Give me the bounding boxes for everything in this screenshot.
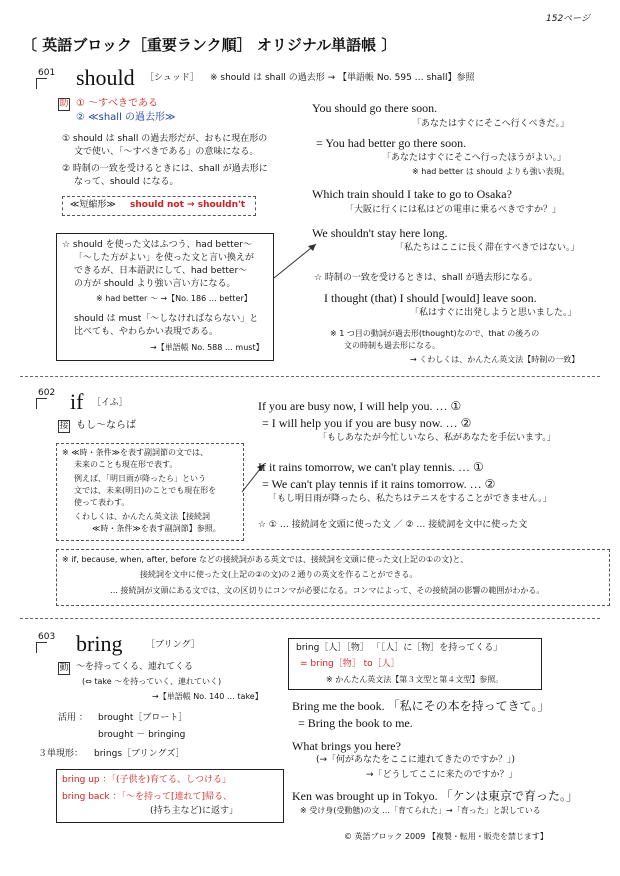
note-line: 「～した方がよい」を使った文と言い換えが: [74, 253, 255, 263]
pos-auxiliary-icon: 助: [59, 99, 69, 109]
note-line: 例えば、「明日雨が降ったら」という: [74, 474, 206, 483]
note-reference: ※ had better ～ →【No. 186 … better】: [96, 294, 252, 303]
example-translation: (→「何があなたをここに連れてきたのですか？」): [316, 755, 516, 765]
pronunciation: ［シュッド］: [145, 73, 199, 83]
inflection: brought［ブロート］: [98, 713, 188, 723]
example-translation: 「あなたはすぐにそこへ行くべきだ。」: [412, 119, 570, 129]
note-reference: →【単語帳 No. 588 … must】: [150, 343, 264, 352]
pronunciation: ［イふ］: [92, 398, 128, 408]
example-sentence: If you are busy now, I will help you. … ①: [258, 399, 462, 413]
page-number: 152ページ: [546, 14, 590, 24]
entry-number: 602: [38, 388, 56, 398]
section-divider: [20, 618, 600, 619]
entry-mark-icon: [36, 398, 47, 414]
explanation: ② 時制の一致を受けるときには、shall が過去形に: [62, 164, 268, 174]
pattern: = bring［物］ to［人］: [300, 659, 400, 669]
example-sentence: You should go there soon.: [312, 101, 438, 115]
note-line: 比べても、やわらかい表現である。: [74, 327, 219, 337]
headword: if: [70, 389, 84, 414]
entry-mark-icon: [36, 78, 47, 94]
pattern: bring［人］［物］ 「［人］に［物］を持ってくる」: [296, 643, 503, 653]
example-translation: 「私はすぐに出発しようと思いました。」: [410, 308, 577, 318]
example-sentence: If it rains tomorrow, we can't play tennis. … ①: [258, 460, 484, 474]
inflection-label: 活用 ：: [58, 713, 88, 723]
example-sentence: Ken was brought up in Tokyo. 「ケンは東京で育った。」: [292, 789, 578, 803]
entry-number: 603: [38, 632, 56, 642]
example-sentence: Bring me the book. 「私にその本を持ってきて。」: [292, 699, 550, 713]
example-sentence: = You had better go there soon.: [316, 136, 467, 150]
note-line: ※ ≪時・条件≫を表す副詞節の文では、: [62, 448, 208, 457]
sense: ～を持ってくる、連れてくる: [76, 662, 194, 672]
pos-conjunction-icon: 接: [59, 421, 69, 431]
note-line: should は must「～しなければならない」と: [74, 314, 259, 324]
third-person-form: brings［ブリングズ］: [94, 749, 185, 759]
example-note: ☆ ① … 接続詞を文頭に使った文 ／ ② … 接続詞を文中に使った文: [258, 520, 528, 530]
sense-contrast: (⇔ take ～を持っていく、連れていく): [82, 677, 222, 686]
note-line: くわしくは、かんたん英文法【接続詞: [74, 512, 210, 521]
example-translation: 「もしあなたが今忙しいなら、私があなたを手伝います。」: [318, 433, 556, 443]
note-line: … 接続詞が文頭にある文では、文の区切りにコンマが必要になる。コンマによって、その接続詞の影響の範囲がわかる。: [110, 586, 545, 595]
example-note: ※ 受け身(受動態)の文 …「育てられた」→「育った」と訳している: [300, 806, 541, 815]
pronunciation: ［ブリング］: [146, 640, 200, 650]
phrase: bring up ：「(子供を)育てる、しつける」: [62, 775, 231, 785]
note-line: 未来のことも現在形で表す。: [74, 460, 178, 469]
short-form: should not → shouldn't: [130, 200, 246, 210]
section-divider: [20, 376, 600, 377]
phrase: (持ち主など)に返す」: [150, 806, 239, 816]
example-sentence: I thought (that) I should [would] leave soon.: [324, 291, 537, 305]
example-translation: 「私たちはここに長く滞在すべきではない。」: [395, 243, 580, 253]
explanation: なって、should になる。: [74, 177, 179, 187]
sense: ② ≪shall の過去形≫: [76, 112, 176, 123]
example-translation: 「あなたはすぐにそこへ行ったほうがよい。」: [382, 153, 567, 163]
example-sentence: What brings you here?: [292, 739, 401, 753]
example-sentence: We shouldn't stay here long.: [312, 226, 448, 240]
note-line: 接続詞を文中に使った文(上記の②の文)の２通りの英文を作ることができる。: [140, 570, 418, 579]
example-translation: 「もし明日雨が降ったら、私たちはテニスをすることができません。」: [268, 494, 552, 504]
short-form-label: ≪短縮形≫: [70, 200, 116, 210]
phrase: bring back ：「～を持って[連れて]帰る、: [62, 792, 232, 802]
inflection: brought － bringing: [98, 730, 186, 740]
pos-verb-icon: 動: [59, 663, 69, 673]
note-line: ※ if, because, when, after, before などの接続詞がある英文では、接続詞を文頭に使った文(上記の①の文)と、: [62, 555, 469, 564]
example-sentence: = I will help you if you are busy now. … ②: [262, 416, 472, 430]
headword: bring: [76, 631, 123, 656]
note-line: 文では、未来(明日)のことでも現在形を: [74, 486, 217, 495]
third-person-label: ３単現形：: [38, 749, 84, 759]
example-note: 文の時制も過去形になる。: [344, 341, 440, 350]
note-line: ≪時・条件≫を表す副詞節】参照。: [92, 524, 221, 533]
entry-mark-icon: [36, 642, 47, 658]
example-translation: →「どうしてここに来たのですか？」: [366, 770, 518, 780]
example-sentence: = Bring the book to me.: [298, 716, 413, 730]
headword-note: ※ should は shall の過去形 → 【単語帳 No. 595 … shall】参照: [210, 73, 475, 83]
example-sentence: Which train should I take to go to Osaka?: [312, 187, 512, 201]
tense-note: ☆ 時制の一致を受けるときは、shall が過去形になる。: [314, 273, 538, 283]
headword: should: [76, 65, 135, 90]
example-note: ※ had better は should よりも強い表現。: [412, 167, 570, 176]
explanation: 文で使い、「～すべきである」の意味になる。: [74, 147, 259, 157]
sense: もし～ならば: [76, 420, 136, 431]
note-line: の方が should より強い言い方になる。: [74, 279, 236, 289]
explanation: ① should は shall の過去形だが、おもに現在形の: [62, 134, 268, 144]
sense: ① ～すべきである: [76, 98, 158, 109]
footer-copyright: © 英語ブロック 2009 【複製・転用・販売を禁じます】: [344, 832, 548, 841]
example-translation: 「大阪に行くには私はどの電車に乗るべきですか？」: [345, 205, 562, 215]
pattern-note: ※ かんたん英文法【第３文型と第４文型】参照。: [326, 675, 504, 684]
note-line: ☆ should を使った文はふつう、had better～: [62, 240, 252, 250]
example-note: ※ 1 つ目の動詞が過去形(thought)なので、that の後ろの: [330, 329, 540, 338]
note-line: 使って表わす。: [74, 498, 130, 507]
page-title: 〔 英語ブロック［重要ランク順］ オリジナル単語帳 〕: [22, 36, 397, 54]
entry-number: 601: [38, 68, 56, 78]
reference: →【単語帳 No. 140 … take】: [152, 692, 263, 701]
note-line: できるが、日本語訳にして、had better～: [74, 266, 248, 276]
example-sentence: = We can't play tennis if it rains tomorrow. … ②: [262, 477, 496, 491]
example-note: → くわしくは、かんたん英文法【時制の一致】: [410, 355, 580, 364]
